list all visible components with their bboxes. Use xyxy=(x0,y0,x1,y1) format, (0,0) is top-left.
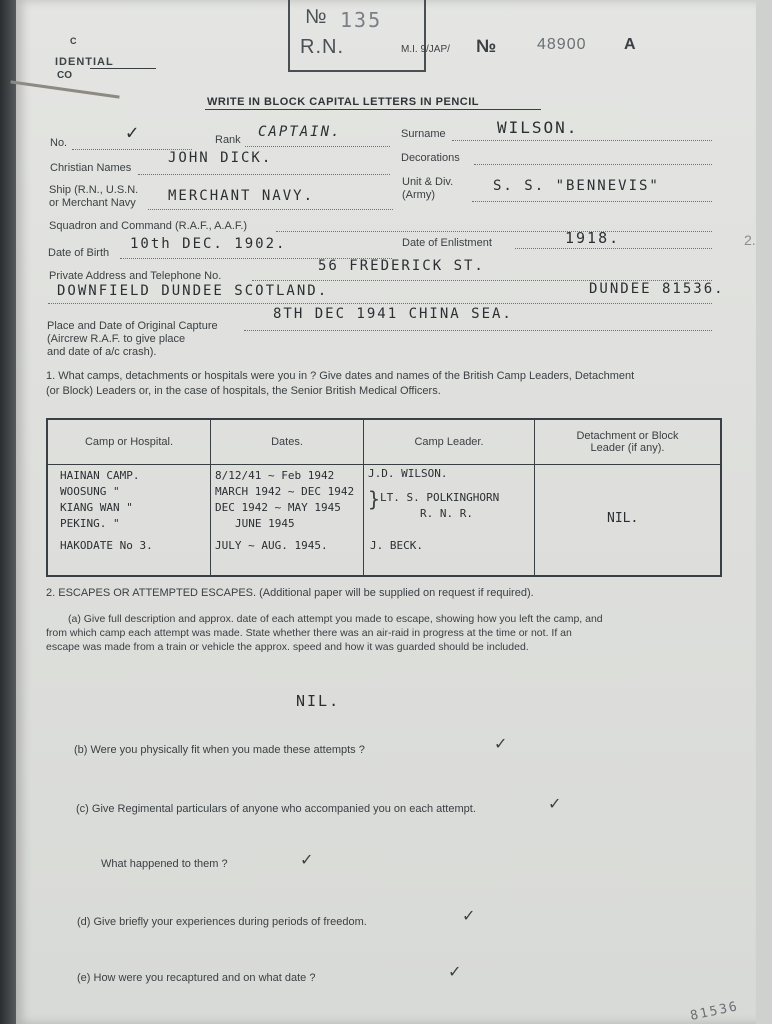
rank-label: Rank xyxy=(215,134,241,146)
capture-label-2: (Aircrew R.A.F. to give place xyxy=(47,333,186,345)
instruction-underline xyxy=(205,109,541,110)
rank-line xyxy=(245,146,390,147)
enlistment-line xyxy=(515,248,712,249)
no-label: No. xyxy=(50,137,68,149)
leader-entry: LT. S. POLKINGHORN xyxy=(380,491,500,504)
document-number: 48900 xyxy=(537,36,587,53)
christian-names-label: Christian Names xyxy=(50,162,132,174)
enlistment-value: 1918. xyxy=(565,229,621,247)
stamp-no: № xyxy=(305,6,327,28)
brace-mark: } xyxy=(368,487,381,511)
leader-entry: R. N. R. xyxy=(420,507,473,520)
question-1-text-1: 1. What camps, detachments or hospitals were you in ? Give dates and names of the British Camp Leaders, Detachment xyxy=(46,370,635,382)
detachment-column xyxy=(535,465,722,577)
ship-value: MERCHANT NAVY. xyxy=(168,188,315,204)
camps-column xyxy=(47,465,211,577)
footer-handwritten-number: 81536 xyxy=(688,999,741,1024)
question-2a-text-2: from which camp each attempt was made. State whether there was an air-raid in progress at the time or not. If an xyxy=(46,627,572,639)
christian-names-line xyxy=(138,174,390,175)
question-2d-tick: ✓ xyxy=(462,908,476,925)
unit-line xyxy=(472,201,712,202)
no-value-tick: ✓ xyxy=(126,120,141,144)
camp-entry: KIANG WAN " xyxy=(60,501,133,514)
margin-note: 2. xyxy=(744,232,756,248)
question-2e-text: (e) How were you recaptured and on what date ? xyxy=(77,972,316,984)
header-detachment: Detachment or Block Leader (if any). xyxy=(535,419,722,465)
question-2d-text: (d) Give briefly your experiences during periods of freedom. xyxy=(77,916,367,928)
camp-entry: WOOSUNG " xyxy=(60,485,120,498)
address-label: Private Address and Telephone No. xyxy=(49,270,222,282)
question-2c-tick: ✓ xyxy=(548,796,562,813)
question-2b-tick: ✓ xyxy=(494,736,508,753)
date-entry: JUNE 1945 xyxy=(235,517,295,530)
stamp-rn: R.N. xyxy=(300,36,344,58)
date-entry: JULY ~ AUG. 1945. xyxy=(215,539,328,552)
ship-label-1: Ship (R.N., U.S.N. xyxy=(49,184,139,196)
classification-top-partial: C xyxy=(70,36,77,46)
surname-line xyxy=(452,140,712,141)
question-2-heading: 2. ESCAPES OR ATTEMPTED ESCAPES. (Additional paper will be supplied on request if required). xyxy=(46,587,534,599)
leader-entry: J.D. WILSON. xyxy=(368,467,448,480)
enlistment-label: Date of Enlistment xyxy=(402,237,492,249)
question-2c-followup-tick: ✓ xyxy=(300,852,314,869)
date-entry: 8/12/41 ~ Feb 1942 xyxy=(215,469,335,482)
date-entry: MARCH 1942 ~ DEC 1942 xyxy=(215,485,355,498)
question-1-text-2: (or Block) Leaders or, in the case of hospitals, the Senior British Medical Officers. xyxy=(46,385,441,397)
address-line-2 xyxy=(48,303,712,304)
header-camp: Camp or Hospital. xyxy=(47,419,211,465)
classification-partial: CO xyxy=(57,70,72,81)
camp-entry: HAINAN CAMP. xyxy=(60,469,140,482)
address-value-2: DOWNFIELD DUNDEE SCOTLAND. xyxy=(57,283,329,299)
question-2a-text-1: (a) Give full description and approx. date of each attempt you made to escape, showing how you left the camp, and xyxy=(68,613,603,625)
unit-value: S. S. "BENNEVIS" xyxy=(493,178,660,194)
number-label: № xyxy=(476,36,497,56)
capture-label-3: and date of a/c crash). xyxy=(47,346,157,358)
capture-value: 8TH DEC 1941 CHINA SEA. xyxy=(273,306,513,322)
unit-label-2: (Army) xyxy=(402,189,435,201)
dates-column xyxy=(211,465,364,577)
capture-label-1: Place and Date of Original Capture xyxy=(47,320,218,332)
header-dates: Dates. xyxy=(211,419,364,465)
question-2e-tick: ✓ xyxy=(448,964,462,981)
camps-table xyxy=(46,418,722,577)
address-value-1: 56 FREDERICK ST. xyxy=(318,258,485,274)
surname-label: Surname xyxy=(401,128,446,140)
question-2b-text: (b) Were you physically fit when you made these attempts ? xyxy=(74,744,365,756)
squadron-label: Squadron and Command (R.A.F., A.A.F.) xyxy=(49,220,248,232)
rank-value: CAPTAIN. xyxy=(258,124,342,140)
classification-underline xyxy=(90,68,156,69)
decorations-line xyxy=(474,164,712,165)
question-2c-followup-text: What happened to them ? xyxy=(101,858,228,870)
camps-table-body xyxy=(47,465,721,577)
dob-label: Date of Birth xyxy=(48,247,110,259)
decorations-label: Decorations xyxy=(401,152,460,164)
question-2a-answer: NIL. xyxy=(296,692,341,710)
question-2a-text-3: escape was made from a train or vehicle the approx. speed and how it was guarded should be included. xyxy=(46,641,529,653)
capture-line xyxy=(244,330,712,331)
telephone-value: DUNDEE 81536. xyxy=(589,281,725,297)
unit-label-1: Unit & Div. xyxy=(402,176,454,188)
question-2c-text: (c) Give Regimental particulars of anyone who accompanied you on each attempt. xyxy=(76,803,476,815)
document-suffix: A xyxy=(624,36,636,53)
ship-line xyxy=(148,209,393,210)
instruction-title: WRITE IN BLOCK CAPITAL LETTERS IN PENCIL xyxy=(207,96,479,108)
camps-table-header xyxy=(47,419,721,465)
christian-names-value: JOHN DICK. xyxy=(168,150,273,166)
header-camp-leader: Camp Leader. xyxy=(364,419,535,465)
leader-entry: J. BECK. xyxy=(370,539,423,552)
next-page-edge xyxy=(756,0,772,1024)
detachment-entry: NIL. xyxy=(607,511,639,526)
camp-entry: PEKING. " xyxy=(60,517,120,530)
stamp-handwritten-number: 135 xyxy=(340,8,383,32)
surname-value: WILSON. xyxy=(497,118,579,137)
date-entry: DEC 1942 ~ MAY 1945 xyxy=(215,501,341,514)
squadron-line xyxy=(276,231,712,232)
leader-column xyxy=(364,465,535,577)
dob-value: 10th DEC. 1902. xyxy=(130,236,287,252)
ship-label-2: or Merchant Navy xyxy=(49,197,136,209)
camp-entry: HAKODATE No 3. xyxy=(60,539,153,552)
classification: IDENTIAL xyxy=(55,56,114,68)
mi-reference: M.I. 9/JAP/ xyxy=(401,44,450,55)
